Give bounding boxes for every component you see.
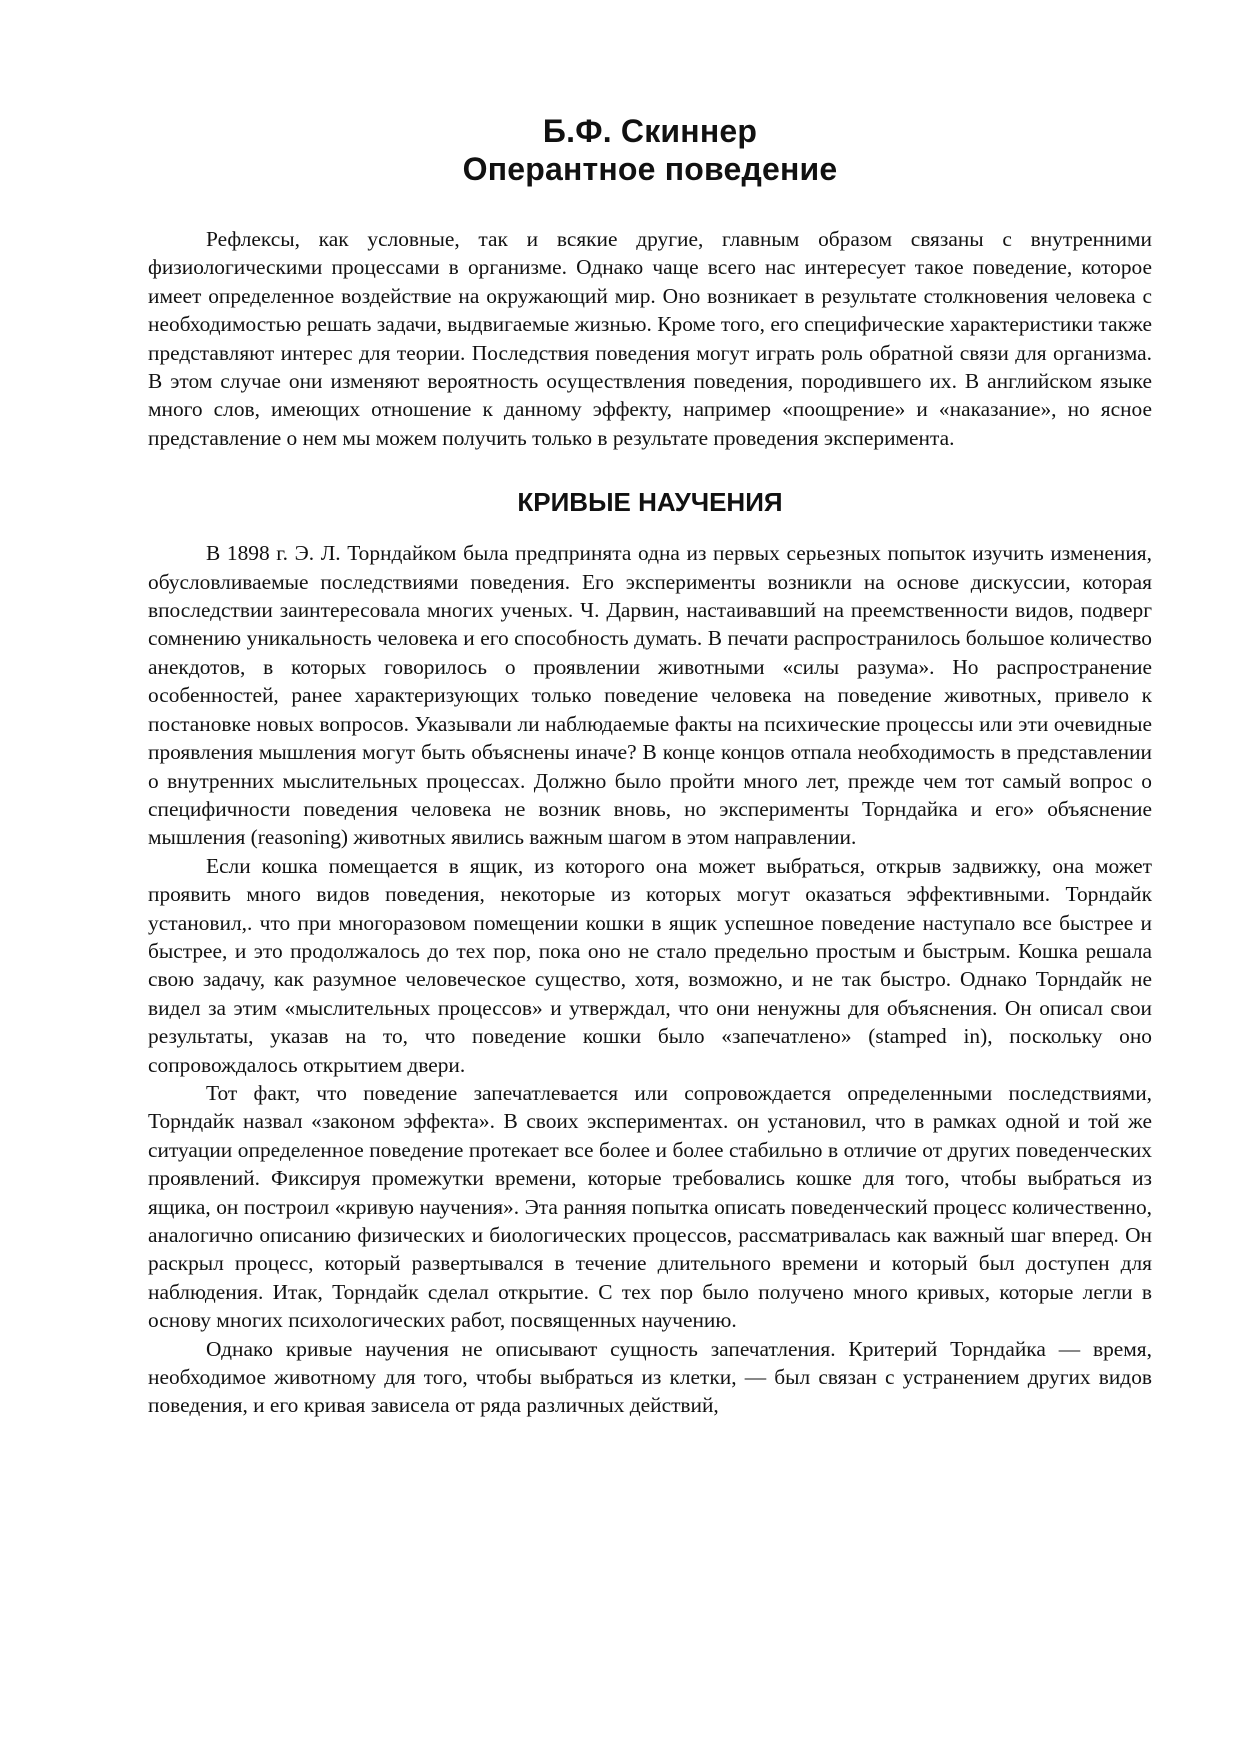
body-paragraph: В 1898 г. Э. Л. Торндайком была предпринята одна из первых серьезных попыток изучить изменения, обусловливаемые последствиями поведения. Его эксперименты возникли на основе дискуссии, которая впоследствии заинтересовала многих ученых. Ч. Дарвин, настаивавший на преемственности видов, подверг сомнению уникальность человека и его способность думать. В печати распространилось большое количество анекдотов, в которых говорилось о проявлении животными «силы разума». Но распространение особенностей, ранее характеризующих только поведение человека на поведение животных, привело к постановке новых вопросов. Указывали ли наблюдаемые факты на психические процессы или эти очевидные проявления мышления могут быть объяснены иначе? В конце концов отпала необходимость в представлении о внутренних мыслительных процессах. Должно было пройти много лет, прежде чем тот самый вопрос о специфичности поведения человека не возник вновь, но эксперименты Торндайка и его» объяснение мышления (reasoning) животных явились важным шагом в этом направлении. — [148, 541, 1152, 850]
document-title — [148, 112, 1152, 188]
intro-paragraph: Рефлексы, как условные, так и всякие другие, главным образом связаны с внутренними физиологическими процессами в организме. Однако чаще всего нас интересует такое поведение, которое имеет определенное воздействие на окружающий мир. Оно возникает в результате столкновения человека с необходимостью решать задачи, выдвигаемые жизнью. Кроме того, его специфические характеристики также представляют интерес для теории. Последствия поведения могут играть роль обратной связи для организма. В этом случае они изменяют вероятность осуществления поведения, породившего их. В английском языке много слов, имеющих отношение к данному эффекту, например «поощрение» и «наказание», но ясное представление о нем мы можем получить только в результате проведения эксперимента. — [148, 227, 1152, 450]
body-paragraph: Однако кривые научения не описывают сущность запечатления. Критерий Торндайка — время, необходимое животному для того, чтобы выбраться из клетки, — был связан с устранением других видов поведения, и его кривая зависела от ряда различных действий, — [148, 1336, 1152, 1418]
body-paragraph: Если кошка помещается в ящик, из которого она может выбраться, открыв задвижку, она может проявить много видов поведения, некоторые из которых могут оказаться эффективными. Торндайк установил,. что при многоразовом помещении кошки в ящик успешное поведение наступало все быстрее и быстрее, и это продолжалось до тех пор, пока оно не стало предельно простым и быстрым. Кошка решала свою задачу, как разумное человеческое существо, хотя, возможно, и не так быстро. Однако Торндайк не видел за этим «мыслительных процессов» и утверждал, что они ненужны для объяснения. Он описал свои результаты, указав на то, что поведение кошки было «запечатлено» (stamped in), поскольку оно сопровождалось открытием двери. — [148, 853, 1152, 1077]
author-name: Б.Ф. Скиннер — [542, 113, 758, 149]
section-heading: КРИВЫЕ НАУЧЕНИЯ — [517, 487, 783, 518]
work-title: Оперантное поведение — [462, 151, 838, 187]
body-paragraph: Тот факт, что поведение запечатлевается или сопровождается определенными последствиями, Торндайк назвал «законом эффекта». В своих экспериментах. он установил, что в рамках одной и той же ситуации определенное поведение протекает все более и более стабильно в отличие от других поведенческих проявлений. Фиксируя промежутки времени, которые требовались кошке для того, чтобы выбраться из ящика, он построил «кривую научения». Эта ранняя попытка описать поведенческий процесс количественно, аналогично описанию физических и биологических процессов, рассматривалась как важный шаг вперед. Он раскрыл процесс, который развертывался в течение длительного времени и который был доступен для наблюдения. Итак, Торндайк сделал открытие. С тех пор было получено много кривых, которые легли в основу многих психологических работ, посвященных научению. — [148, 1080, 1152, 1333]
document-page — [148, 112, 1152, 1420]
